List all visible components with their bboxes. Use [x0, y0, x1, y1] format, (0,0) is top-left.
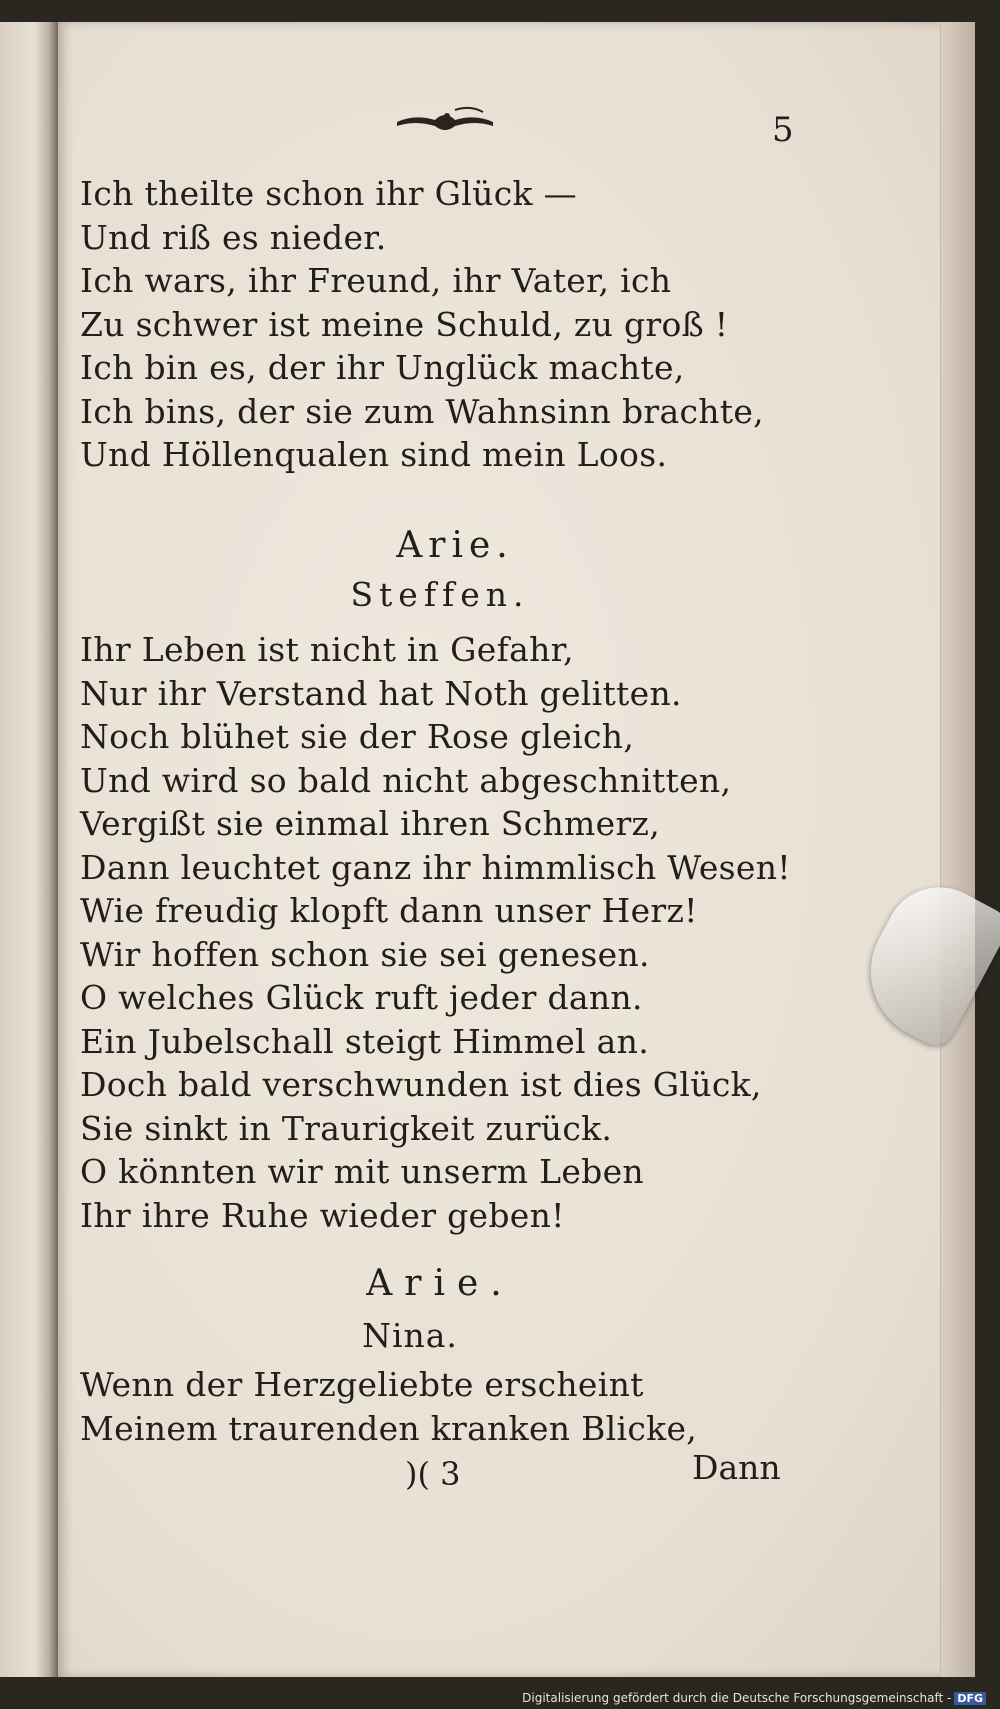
digitization-credit: [522, 1691, 986, 1705]
verse-line: Wenn der Herzgeliebte erscheint: [80, 1365, 644, 1404]
verse-line: O könnten wir mit unserm Leben: [80, 1152, 644, 1191]
verse-line: Vergißt sie einmal ihren Schmerz,: [80, 804, 661, 843]
verse-line: Ich bin es, der ihr Unglück machte,: [80, 348, 685, 387]
aria-verses: [80, 628, 791, 1237]
verse-line: O welches Glück ruft jeder dann.: [80, 978, 643, 1017]
aria-verses: [80, 1363, 780, 1450]
verse-line: Ein Jubelschall steigt Himmel an.: [80, 1021, 649, 1061]
verse-line: Doch bald verschwunden ist dies Glück,: [80, 1065, 762, 1104]
credit-text: Digitalisierung gefördert durch die Deutsche Forschungsgemeinschaft -: [522, 1691, 952, 1705]
page-number: 5: [772, 110, 794, 150]
printer-ornament-icon: [395, 100, 495, 140]
verse-line: Ihr Leben ist nicht in Gefahr,: [80, 630, 574, 669]
verse-line: Und riß es nieder.: [80, 217, 387, 257]
verse-line: Ich theilte schon ihr Glück —: [80, 174, 577, 213]
verse-line: Wir hoffen schon sie sei genesen.: [80, 934, 650, 974]
verse-line: Dann leuchtet ganz ihr himmlisch Wesen!: [80, 847, 791, 887]
verse-line: Und wird so bald nicht abgeschnitten,: [80, 760, 732, 800]
aria-heading: Arie.: [366, 1263, 514, 1304]
verse-line: Nur ihr Verstand hat Noth gelitten.: [80, 673, 682, 713]
verse-line: Zu schwer ist meine Schuld, zu groß !: [80, 304, 729, 344]
aria-singer: Nina.: [362, 1316, 458, 1355]
verse-line: Ich wars, ihr Freund, ihr Vater, ich: [80, 261, 672, 300]
aria-singer: Steffen.: [350, 575, 530, 614]
facing-page-edge: [0, 22, 58, 1677]
verse-stanza: [80, 172, 780, 477]
signature-mark: )( 3: [405, 1455, 461, 1493]
dfg-logo: DFG: [954, 1692, 986, 1705]
aria-heading: Arie.: [396, 525, 514, 566]
verse-line: Und Höllenqualen sind mein Loos.: [80, 435, 668, 474]
verse-line: Ich bins, der sie zum Wahnsinn brachte,: [80, 391, 764, 431]
page-stack-edge: [940, 22, 975, 1677]
catchword: Dann: [692, 1448, 781, 1487]
verse-line: Meinem traurenden kranken Blicke,: [80, 1408, 698, 1448]
verse-line: Ihr ihre Ruhe wieder geben!: [80, 1195, 565, 1235]
verse-line: Noch blühet sie der Rose gleich,: [80, 717, 635, 756]
verse-line: Wie freudig klopft dann unser Herz!: [80, 891, 698, 930]
verse-line: Sie sinkt in Traurigkeit zurück.: [80, 1108, 613, 1148]
